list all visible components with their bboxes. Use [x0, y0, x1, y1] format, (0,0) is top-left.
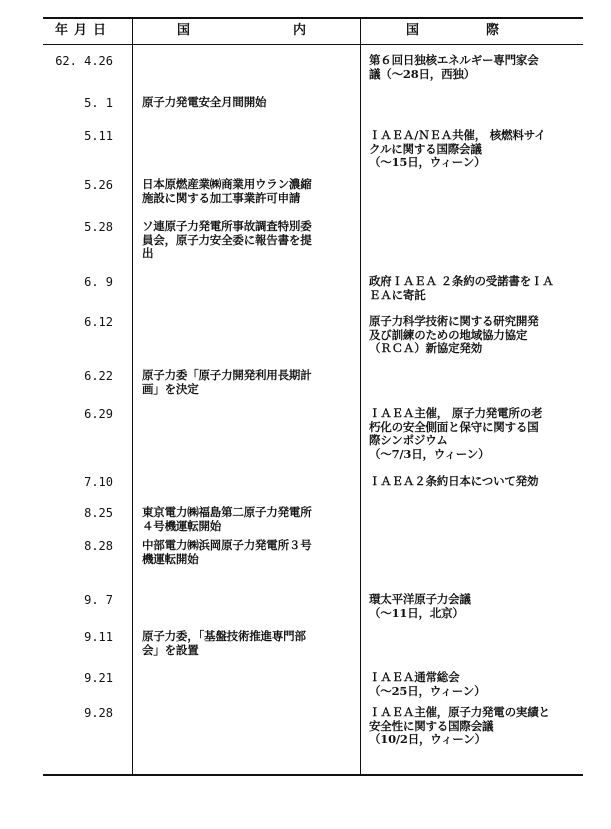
domestic-event-line: 原子力委，「基盤技術推進専門部: [142, 629, 306, 643]
international-event-line: （10/2日，ウィーン）: [369, 732, 486, 746]
header-domestic: [133, 17, 360, 44]
row-date: 9. 7: [84, 593, 113, 607]
row-date: 9.11: [84, 630, 113, 644]
international-event-line: ＩＡＥＡ２条約日本について発効: [369, 474, 539, 488]
international-event-line: 議（～28日，西独）: [369, 66, 476, 81]
international-event-line: （ＲＣＡ）新協定発効: [369, 341, 482, 355]
row-date: 7.10: [84, 475, 113, 489]
international-event-line: ＩＡＥＡ通常総会: [369, 670, 460, 684]
international-event-line: 環太平洋原子力会議: [369, 592, 471, 606]
row-date: 6.29: [84, 407, 113, 421]
domestic-event-line: 施設に関する加工事業許可申請: [142, 190, 301, 205]
international-event-line: 第６回日独核エネルギー専門家会: [369, 53, 539, 67]
international-event-line: 安全性に関する国際会議: [369, 718, 494, 733]
domestic-event-line: 原子力委「原子力開発利用長期計: [142, 368, 312, 382]
international-event-line: （～25日，ウィーン）: [369, 683, 486, 698]
international-event-line: ＥＡに寄託: [369, 287, 426, 302]
row-date: 8.25: [84, 506, 113, 520]
row-international-event: [369, 407, 581, 461]
row-domestic-event: [142, 539, 354, 566]
row-international-event: [369, 593, 581, 620]
header-international: [361, 17, 583, 44]
header-international-char-2: 際: [486, 23, 500, 38]
header-rule: [43, 44, 583, 45]
header-domestic-char-2: 内: [293, 23, 307, 38]
international-event-line: 際シンポジウム: [369, 433, 448, 447]
row-date: 62. 4.26: [55, 54, 113, 68]
international-event-line: ＩＡＥＡ/ＮＥＡ共催， 核燃料サイ: [369, 128, 546, 142]
row-international-event: [369, 54, 581, 81]
domestic-event-line: ４号機運転開始: [142, 518, 222, 533]
domestic-event-line: 員会，原子力安全委に報告書を提: [142, 232, 312, 247]
table-bottom-rule: [43, 774, 583, 776]
international-event-line: 政府ＩＡＥＡ ２条約の受諾書をＩＡ: [369, 274, 554, 288]
row-domestic-event: [142, 506, 354, 533]
row-date: 9.28: [84, 706, 113, 720]
international-event-line: 原子力科学技術に関する研究開発: [369, 314, 539, 328]
row-date: 5. 1: [84, 96, 113, 110]
row-date: 6.22: [84, 369, 113, 383]
row-domestic-event: [142, 220, 354, 261]
row-date: 5.28: [84, 220, 113, 234]
row-date: 6.12: [84, 315, 113, 329]
international-event-line: ＩＡＥＡ主催，原子力発電の実績と: [369, 705, 550, 719]
column-divider-domestic: [360, 17, 361, 776]
row-date: 6. 9: [84, 275, 113, 289]
row-international-event: [369, 475, 581, 489]
international-event-line: クルに関する国際会議: [369, 141, 482, 156]
row-domestic-event: [142, 630, 354, 657]
row-domestic-event: [142, 369, 354, 396]
row-international-event: [369, 706, 581, 747]
domestic-event-line: 機運転開始: [142, 551, 199, 566]
international-event-line: （～7/3日，ウィーン）: [369, 446, 490, 461]
international-event-line: 朽化の安全側面と保守に関する国: [369, 419, 539, 434]
domestic-event-line: 原子力発電安全月間開始: [142, 95, 267, 109]
row-international-event: [369, 129, 581, 170]
domestic-event-line: 日本原燃産業㈱商業用ウラン濃縮: [142, 177, 312, 191]
international-event-line: 及び訓練のための地域協力協定: [369, 327, 528, 342]
international-event-line: ＩＡＥＡ主催， 原子力発電所の老: [369, 406, 543, 420]
domestic-event-line: 中部電力㈱浜岡原子力発電所３号: [142, 538, 312, 552]
row-international-event: [369, 671, 581, 698]
row-date: 9.21: [84, 671, 113, 685]
header-domestic-char-1: 国: [177, 23, 191, 38]
domestic-event-line: 会」を設置: [142, 642, 199, 657]
row-domestic-event: [142, 96, 354, 110]
international-event-line: （～15日，ウィーン）: [369, 155, 486, 169]
row-international-event: [369, 275, 581, 302]
domestic-event-line: 東京電力㈱福島第二原子力発電所: [142, 505, 312, 519]
header-international-char-1: 国: [406, 23, 420, 38]
row-date: 5.11: [84, 129, 113, 143]
row-domestic-event: [142, 178, 354, 205]
international-event-line: （～11日，北京）: [369, 605, 464, 620]
row-international-event: [369, 315, 581, 356]
domestic-event-line: ソ連原子力発電所事故調査特別委: [142, 219, 312, 233]
chronology-table: [43, 17, 583, 777]
domestic-event-line: 画」を決定: [142, 381, 199, 396]
domestic-event-line: 出: [142, 246, 154, 260]
row-date: 8.28: [84, 539, 113, 553]
column-divider-date: [132, 17, 133, 776]
header-date: 年月日: [55, 23, 113, 38]
row-date: 5.26: [84, 178, 113, 192]
